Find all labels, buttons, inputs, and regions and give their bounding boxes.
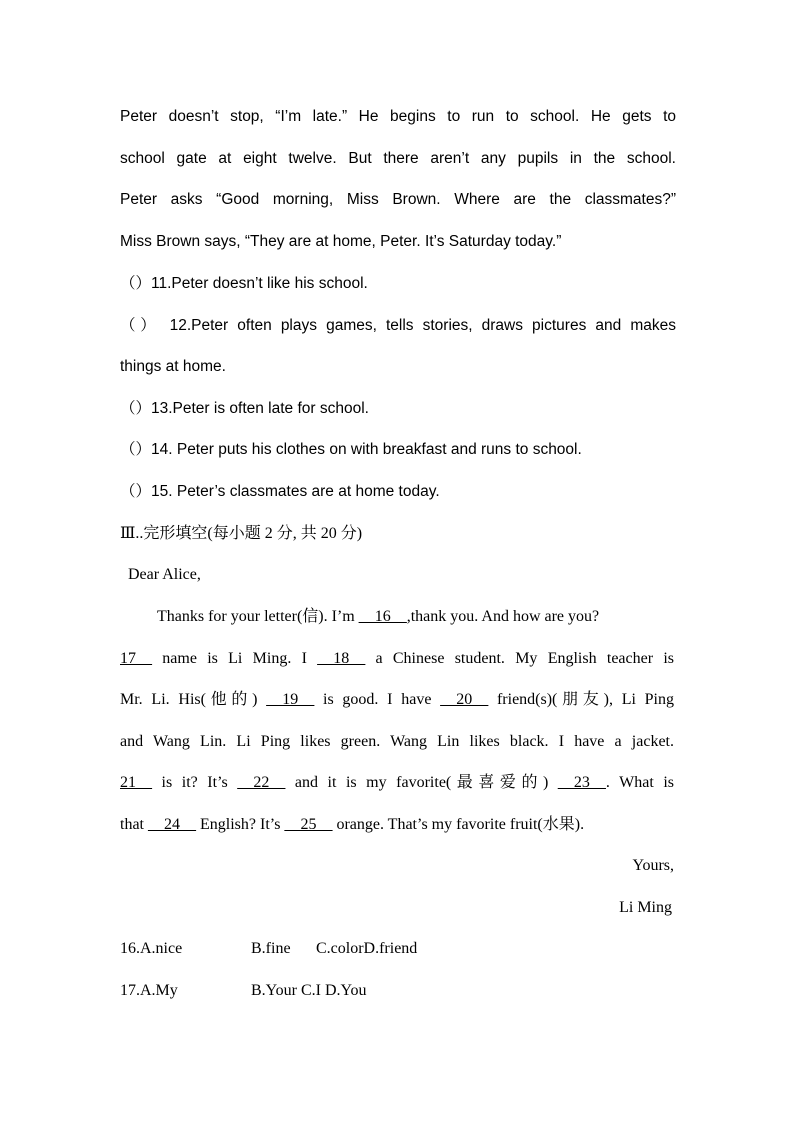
blank-22: __22__: [237, 774, 286, 791]
blank-24: __24__: [148, 816, 196, 833]
blank-23: __23__: [557, 774, 606, 791]
letter-text: name is Li Ming. I: [152, 650, 318, 667]
letter-line-6: [120, 813, 676, 837]
passage-line-3: Peter asks “Good morning, Miss Brown. Where are the classmates?”: [120, 191, 676, 208]
letter-text: that: [120, 816, 148, 833]
blank-17: 17__: [120, 650, 152, 667]
blank-25: __25__: [284, 816, 333, 833]
letter-line-5: [120, 771, 674, 795]
option-17-a: 17.A.My: [120, 982, 178, 999]
question-12-line-2: things at home.: [120, 358, 226, 375]
letter-line-2: [120, 647, 674, 671]
question-13: （）13.Peter is often late for school.: [120, 400, 369, 417]
letter-line-4: and Wang Lin. Li Ping likes green. Wang Lin likes black. I have a jacket.: [120, 733, 674, 750]
letter-text: friend(s)(朋友), Li Ping: [488, 691, 675, 708]
question-11: （）11.Peter doesn’t like his school.: [120, 275, 368, 292]
passage-line-2: school gate at eight twelve. But there aren’t any pupils in the school.: [120, 150, 676, 167]
option-16-cd: C.colorD.friend: [316, 940, 418, 957]
letter-line-1: [157, 605, 684, 629]
blank-20: __20__: [440, 691, 489, 708]
letter-signature: Li Ming: [619, 899, 672, 916]
letter-text: is it? It’s: [152, 774, 238, 791]
letter-text: English? It’s: [196, 816, 285, 833]
option-16-b: B.fine: [251, 940, 291, 957]
section-title: Ⅲ..完形填空(每小题 2 分, 共 20 分): [120, 525, 363, 542]
option-17-bcd: B.Your C.I D.You: [251, 982, 367, 999]
question-14: （）14. Peter puts his clothes on with breakfast and runs to school.: [120, 441, 582, 458]
letter-text: and it is my favorite(最喜爱的): [285, 774, 558, 791]
blank-16: __16__: [358, 608, 407, 625]
blank-19: __19__: [266, 691, 315, 708]
letter-line-3: [120, 688, 674, 712]
letter-text: . What is: [605, 774, 675, 791]
option-16-a: 16.A.nice: [120, 940, 183, 957]
blank-18: __18__: [317, 650, 366, 667]
passage-line-4: Miss Brown says, “They are at home, Peter. It’s Saturday today.”: [120, 233, 562, 250]
passage-line-1: Peter doesn’t stop, “I’m late.” He begins to run to school. He gets to: [120, 108, 676, 125]
letter-greeting: Dear Alice,: [128, 566, 201, 583]
question-15: （）15. Peter’s classmates are at home today.: [120, 483, 440, 500]
letter-text: Mr. Li. His(他的): [120, 691, 267, 708]
letter-text: is good. I have: [314, 691, 441, 708]
letter-text: Thanks for your letter(信). I’m: [157, 608, 359, 625]
letter-text: orange. That’s my favorite fruit(水果).: [332, 816, 585, 833]
blank-21: 21__: [120, 774, 152, 791]
letter-closing: Yours,: [632, 857, 674, 874]
letter-text: a Chinese student. My English teacher is: [365, 650, 674, 667]
question-12-line-1: （） 12.Peter often plays games, tells stories, draws pictures and makes: [120, 317, 676, 334]
letter-text: ,thank you. And how are you?: [406, 608, 600, 625]
